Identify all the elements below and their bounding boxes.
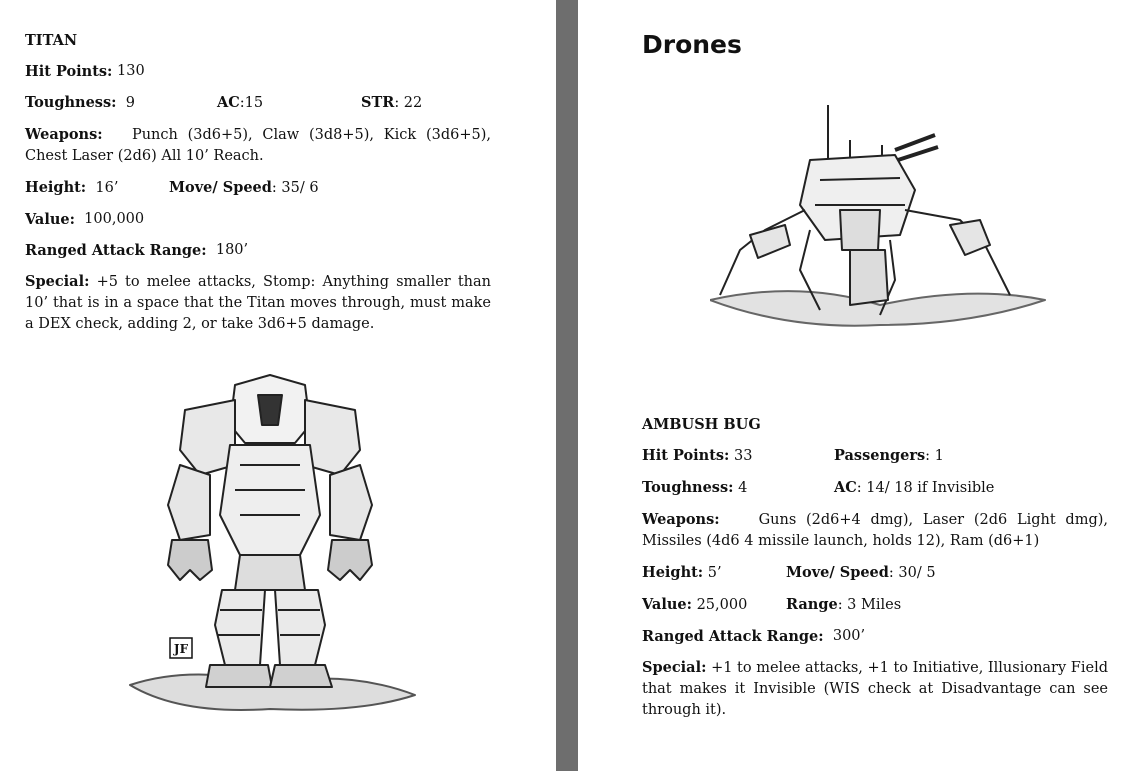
ac-value: : 14/ 18 if Invisible [856, 480, 995, 496]
section-title: Drones [642, 30, 742, 59]
hit-points-value: 33 [734, 448, 753, 464]
toughness-label: Toughness: [642, 479, 734, 496]
hit-points-label: Hit Points: [25, 63, 113, 80]
str-label: STR [361, 94, 395, 111]
ambush-bug-special-row [642, 657, 1108, 721]
ambush-bug-height-row [642, 562, 1108, 584]
ambush-bug-weapons-row [642, 509, 1108, 552]
weapons-value: Punch (3d6+5), Claw (3d8+5), Kick (3d6+5), Chest Laser (2d6) All 10’ Reach. [25, 127, 491, 164]
weapons-label: Weapons: [25, 126, 103, 143]
ac-value: :15 [239, 95, 264, 111]
height-value: 16’ [95, 180, 119, 196]
hit-points-label: Hit Points: [642, 447, 730, 464]
ac-label: AC [834, 479, 857, 496]
titan-special-row [25, 271, 491, 335]
move-speed-value: : 35/ 6 [271, 180, 319, 196]
titan-name: TITAN [25, 32, 78, 49]
special-label: Special: [25, 273, 90, 290]
weapons-value: Guns (2d6+4 dmg), Laser (2d6 Light dmg), Missiles (4d6 4 missile launch, holds 12), Ram (d6+1) [642, 512, 1108, 549]
range-label: Range [786, 596, 838, 613]
special-label: Special: [642, 659, 707, 676]
ambush-bug-ranged-row [642, 626, 1108, 647]
value-label: Value: [642, 596, 692, 613]
value-label: Value: [25, 211, 75, 228]
value-value: 25,000 [696, 597, 748, 613]
titan-stat-block [25, 30, 491, 345]
special-value: +1 to melee attacks, +1 to Initiative, Illusionary Field that makes it Invisible (WIS check at Disadvantage can see through it). [642, 660, 1108, 718]
titan-hit-points-row [25, 61, 491, 82]
titan-value-row [25, 209, 491, 230]
move-speed-value: : 30/ 5 [888, 565, 936, 581]
toughness-label: Toughness: [25, 94, 117, 111]
str-value: : 22 [394, 95, 423, 111]
artist-signature: JF [173, 642, 189, 656]
value-value: 100,000 [84, 211, 145, 227]
weapons-label: Weapons: [642, 511, 720, 528]
ambush-bug-value-row [642, 594, 1108, 616]
ambush-bug-toughness-row [642, 477, 1108, 499]
titan-ranged-row [25, 240, 491, 261]
titan-illustration [110, 365, 430, 725]
ambush-bug-hit-points-row [642, 445, 1108, 467]
ambush-bug-illustration [710, 100, 1050, 340]
move-speed-label: Move/ Speed [786, 564, 889, 581]
ac-label: AC [217, 94, 240, 111]
ranged-value: 180’ [215, 242, 249, 258]
ranged-label: Ranged Attack Range: [25, 242, 207, 259]
move-speed-label: Move/ Speed [169, 179, 272, 196]
left-page [0, 0, 556, 771]
ambush-bug-name: AMBUSH BUG [642, 416, 761, 433]
ranged-value: 300’ [832, 628, 866, 644]
book-spine-divider [556, 0, 578, 771]
titan-height-row [25, 177, 491, 199]
height-value: 5’ [707, 565, 722, 581]
passengers-label: Passengers [834, 447, 926, 464]
range-value: : 3 Miles [837, 597, 902, 613]
height-label: Height: [25, 179, 87, 196]
right-page [578, 0, 1136, 771]
height-label: Height: [642, 564, 704, 581]
passengers-value: : 1 [925, 448, 944, 464]
ranged-label: Ranged Attack Range: [642, 628, 824, 645]
hit-points-value: 130 [117, 63, 145, 79]
titan-weapons-row [25, 124, 491, 167]
toughness-value: 9 [125, 95, 135, 111]
special-value: +5 to melee attacks, Stomp: Anything smaller than 10’ that is in a space that the Titan moves through, must make a DEX check, adding 2, or take 3d6+5 damage. [25, 274, 491, 332]
titan-toughness-row [25, 92, 491, 114]
ambush-bug-stat-block [642, 414, 1108, 731]
toughness-value: 4 [738, 480, 748, 496]
